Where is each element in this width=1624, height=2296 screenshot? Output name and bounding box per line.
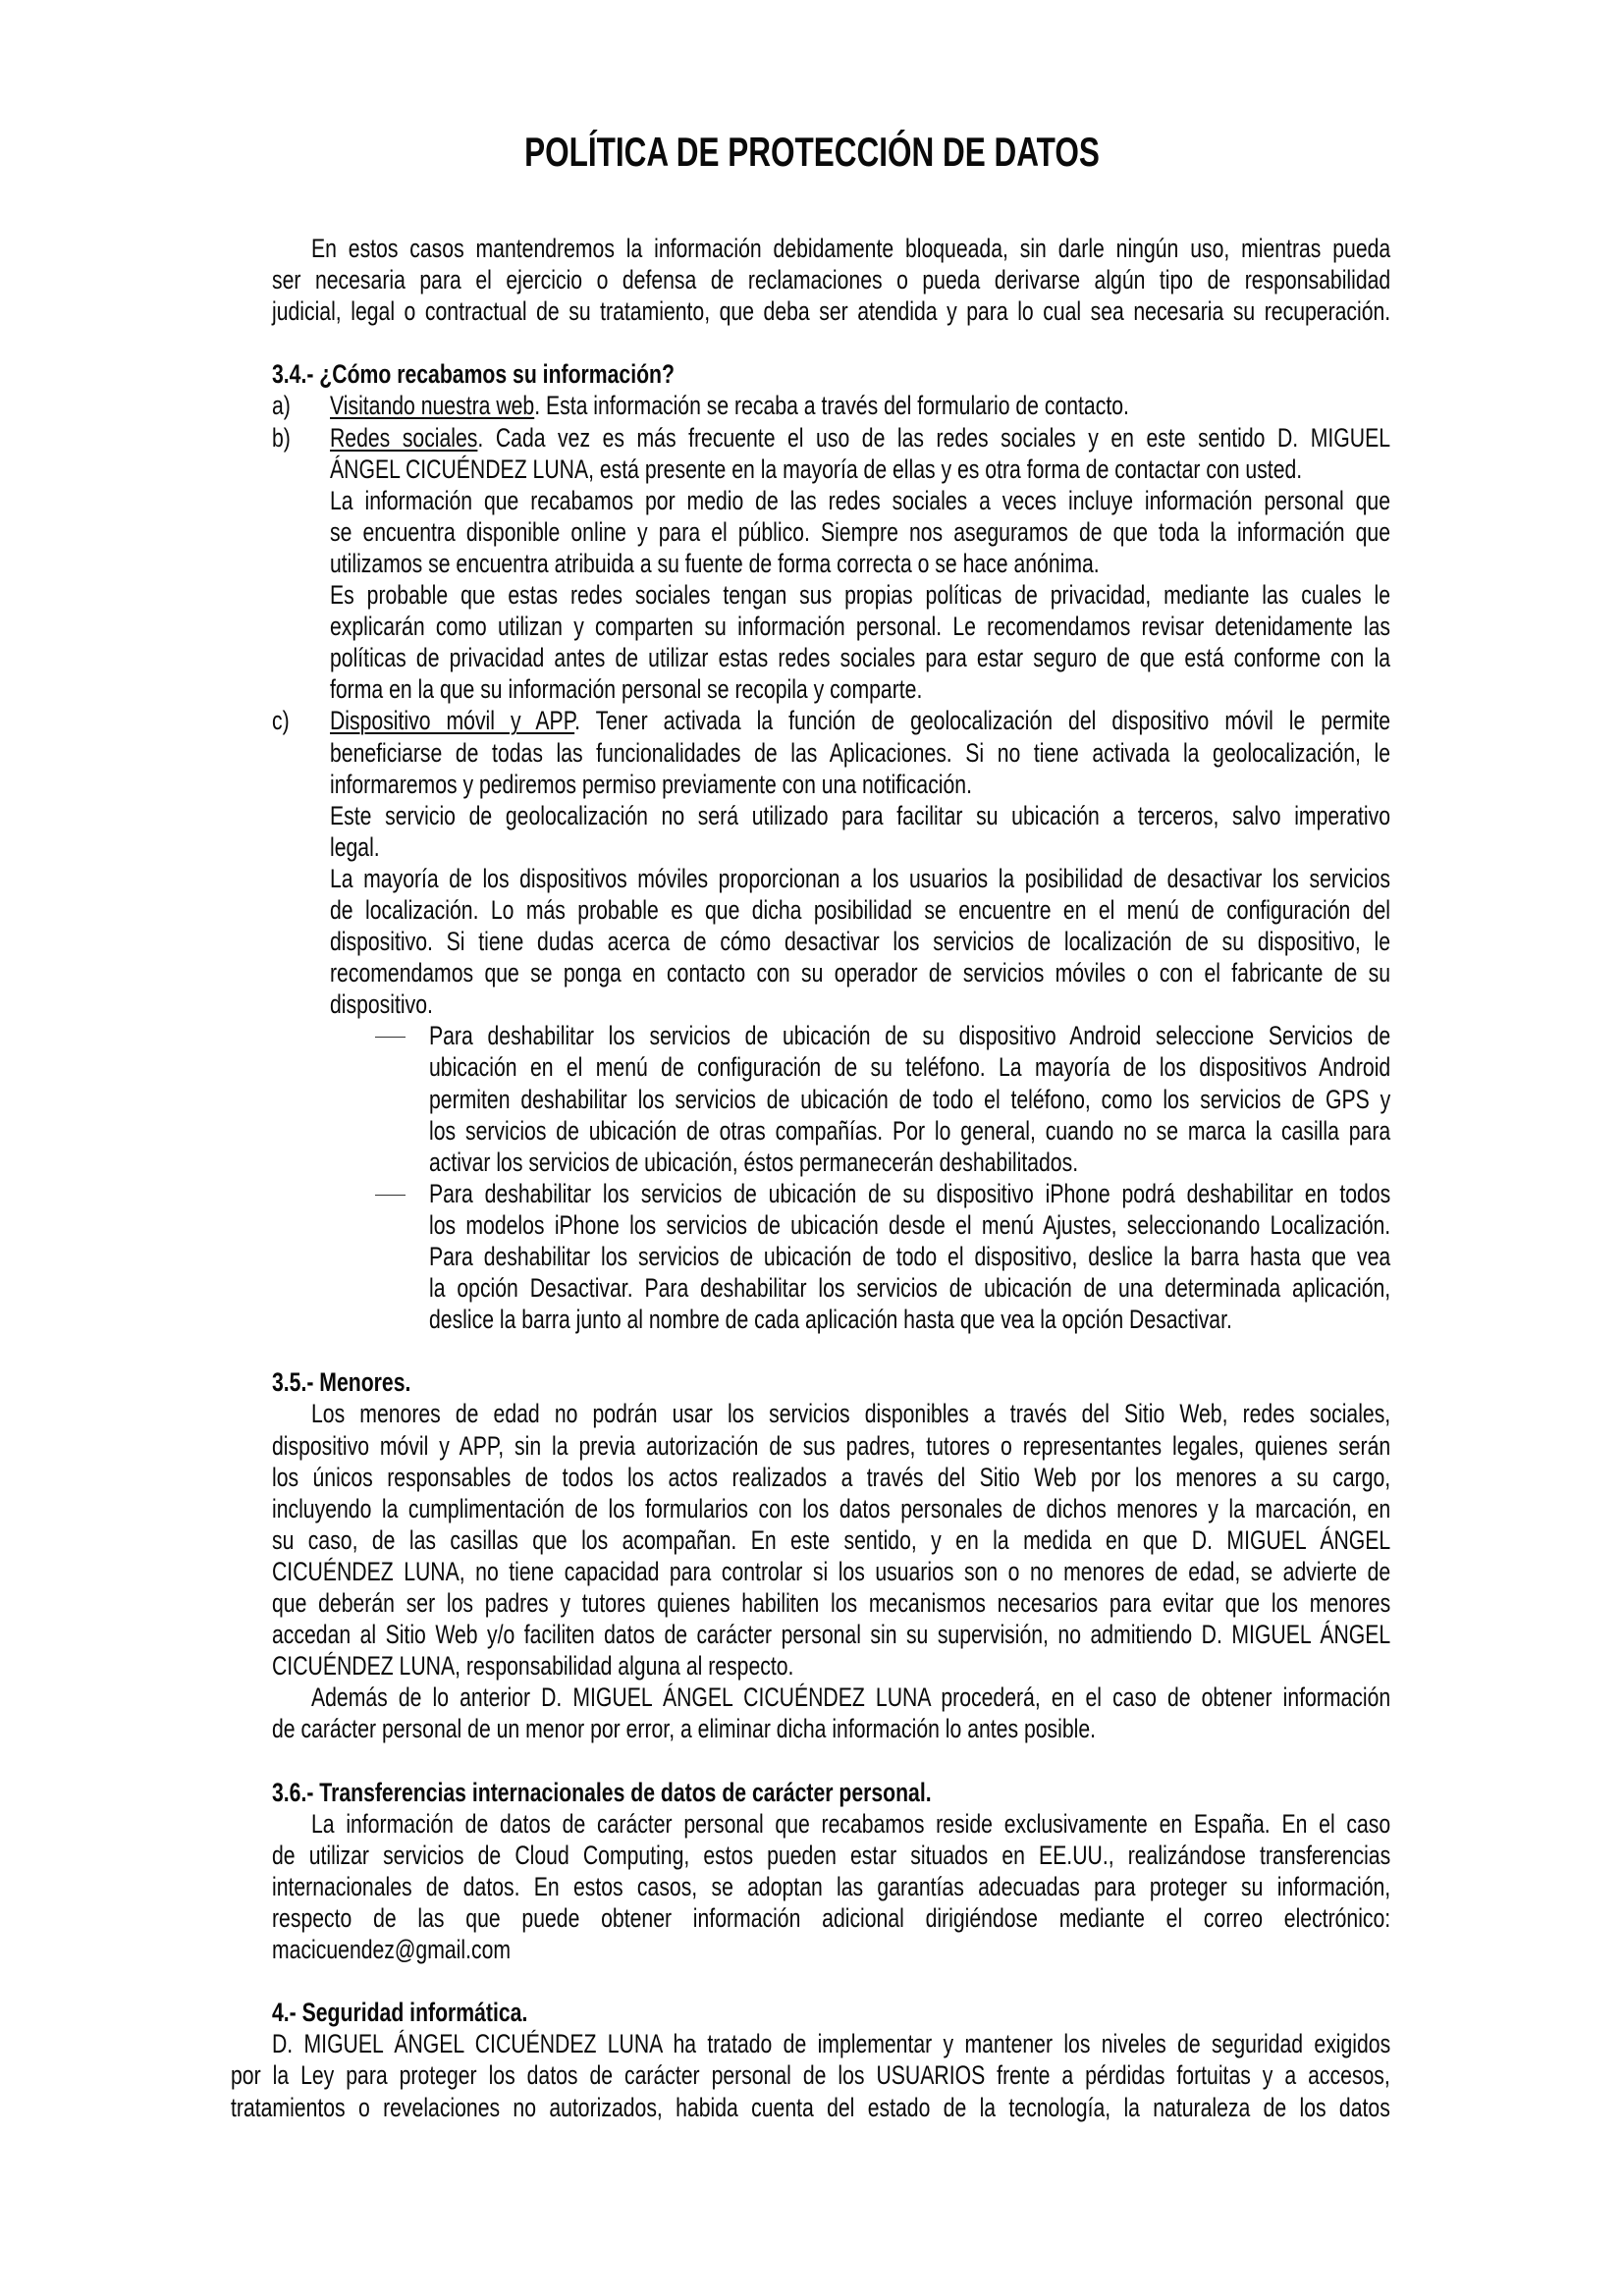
document-body bbox=[0, 233, 1624, 2123]
bullet-row bbox=[0, 1209, 1624, 1241]
list-item-row bbox=[0, 863, 1624, 894]
list-item-line: de localización. Lo más probable es que dicha posibilidad se encuentre en el menú de configuración del bbox=[330, 894, 1390, 925]
intro-line: En estos casos mantendremos la información debidamente bloqueada, sin darle ningún uso, mientras pueda bbox=[311, 234, 1391, 263]
list-item-row bbox=[0, 988, 1624, 1020]
paragraph-line: los únicos responsables de todos los actos realizados a través del Sitio Web por los menores a su cargo, bbox=[272, 1462, 1391, 1492]
list-item-row bbox=[0, 800, 1624, 831]
paragraph-row bbox=[0, 1430, 1624, 1462]
list-marker: a) bbox=[272, 391, 291, 421]
list-item-row bbox=[0, 831, 1624, 863]
contact-email: macicuendez@gmail.com bbox=[272, 1935, 512, 1965]
bullet-row bbox=[0, 1241, 1624, 1272]
paragraph-row bbox=[0, 1871, 1624, 1902]
paragraph-row bbox=[0, 1840, 1624, 1871]
bullet-row bbox=[0, 1304, 1624, 1335]
paragraph-row bbox=[0, 1934, 1624, 1965]
list-item-line: La mayoría de los dispositivos móviles proporcionan a los usuarios la posibilidad de desactivar los servicios bbox=[330, 863, 1390, 893]
list-item-line: ÁNGEL CICUÉNDEZ LUNA, está presente en la mayoría de ellas y es otra forma de contactar con usted. bbox=[330, 454, 1303, 484]
paragraph-row bbox=[0, 2059, 1624, 2091]
paragraph-line: que deberán ser los padres y tutores quienes habiliten los mecanismos necesarios para evitar que los menores bbox=[272, 1588, 1391, 1619]
bullet-row bbox=[0, 1272, 1624, 1304]
paragraph-row bbox=[0, 1808, 1624, 1840]
paragraph-line: respecto de las que puede obtener información adicional dirigiéndose mediante el correo electrónico: bbox=[272, 1902, 1391, 1933]
paragraph-line: de carácter personal de un menor por error, a eliminar dicha información lo antes posible. bbox=[272, 1714, 1097, 1744]
bullet-line: deslice la barra junto al nombre de cada aplicación hasta que vea la opción Desactivar. bbox=[429, 1305, 1232, 1335]
paragraph-line: tratamientos o revelaciones no autorizados, habida cuenta del estado de la tecnología, la naturaleza de los datos bbox=[231, 2092, 1390, 2122]
intro-row bbox=[0, 264, 1624, 295]
bullet-line: la opción Desactivar. Para deshabilitar los servicios de ubicación de una determinada aplicación, bbox=[429, 1273, 1391, 1304]
paragraph-row bbox=[0, 2092, 1624, 2123]
list-item-b bbox=[0, 422, 1624, 454]
list-item-row bbox=[0, 485, 1624, 516]
dash-bullet-icon bbox=[375, 1195, 406, 1196]
list-item-line: utilizamos se encuentra atribuida a su fuente de forma correcta o se hace anónima. bbox=[330, 548, 1100, 578]
paragraph-line: Además de lo anterior D. MIGUEL ÁNGEL CICUÉNDEZ LUNA procederá, en el caso de obtener información bbox=[311, 1682, 1391, 1713]
spacer bbox=[0, 1745, 1624, 1777]
paragraph-line: por la Ley para proteger los datos de carácter personal de los USUARIOS frente a pérdidas fortuitas y a accesos, bbox=[231, 2060, 1390, 2091]
paragraph-line: La información de datos de carácter personal que recabamos reside exclusivamente en España. En el caso bbox=[311, 1808, 1391, 1839]
paragraph-line: su caso, de las casillas que los acompañan. En este sentido, y en la medida en que D. MIGUEL ÁNGEL bbox=[272, 1524, 1391, 1555]
list-item-row bbox=[0, 579, 1624, 611]
bullet-line: Para deshabilitar los servicios de ubicación de todo el dispositivo, deslice la barra hasta que vea bbox=[429, 1242, 1391, 1271]
list-item-row bbox=[0, 769, 1624, 800]
paragraph-row bbox=[0, 1902, 1624, 1934]
list-item-rest: . Esta información se recaba a través del formulario de contacto. bbox=[534, 391, 1129, 421]
bullet-row bbox=[0, 1051, 1624, 1083]
paragraph-line: D. MIGUEL ÁNGEL CICUÉNDEZ LUNA ha tratado de implementar y mantener los niveles de seguridad exigidos bbox=[272, 2029, 1391, 2059]
list-item-rest: . Tener activada la función de geolocalización del dispositivo móvil le permite bbox=[574, 706, 1390, 736]
bullet-row bbox=[0, 1115, 1624, 1147]
paragraph-line: incluyendo la cumplimentación de los formularios con los datos personales de dichos menores y la marcación, en bbox=[272, 1493, 1391, 1523]
list-item-row bbox=[0, 642, 1624, 673]
bullet-line: Para deshabilitar los servicios de ubicación de su dispositivo iPhone podrá deshabilitar en todos bbox=[429, 1178, 1391, 1208]
paragraph-row bbox=[0, 1650, 1624, 1682]
bullet-item-iphone bbox=[0, 1178, 1624, 1209]
section-heading-3-5: 3.5.- Menores. bbox=[272, 1367, 411, 1398]
paragraph-line: Los menores de edad no podrán usar los servicios disponibles a través del Sitio Web, redes sociales, bbox=[311, 1399, 1391, 1429]
list-item-text bbox=[330, 422, 1390, 454]
list-item-line: dispositivo. bbox=[330, 989, 433, 1020]
list-item-line: Es probable que estas redes sociales tengan sus propias políticas de privacidad, mediante las cuales le bbox=[330, 580, 1390, 611]
list-item-line: se encuentra disponible online y para el público. Siempre nos aseguramos de que toda la información que bbox=[330, 516, 1390, 547]
intro-row bbox=[0, 295, 1624, 327]
paragraph-row bbox=[0, 1587, 1624, 1619]
list-item-line: Este servicio de geolocalización no será utilizado para facilitar su ubicación a terceros, salvo imperativo bbox=[330, 800, 1390, 830]
paragraph-row bbox=[0, 1398, 1624, 1429]
list-item-c bbox=[0, 705, 1624, 736]
list-item-a bbox=[0, 390, 1624, 421]
list-item-line: La información que recabamos por medio de las redes sociales a veces incluye información personal que bbox=[330, 485, 1390, 515]
bullet-line: los servicios de ubicación de otras compañías. Por lo general, cuando no se marca la casilla para bbox=[429, 1115, 1391, 1146]
bullet-line: ubicación en el menú de configuración de su teléfono. La mayoría de los dispositivos Android bbox=[429, 1052, 1391, 1083]
bullet-item-android bbox=[0, 1020, 1624, 1051]
list-item-line: forma en la que su información personal se recopila y comparte. bbox=[330, 674, 923, 705]
list-item-line: políticas de privacidad antes de utilizar estas redes sociales para estar seguro de que está conforme con la bbox=[330, 643, 1390, 673]
paragraph-line: internacionales de datos. En estos casos, se adoptan las garantías adecuadas para proteger su información, bbox=[272, 1871, 1391, 1901]
bullet-row bbox=[0, 1147, 1624, 1178]
spacer bbox=[0, 1965, 1624, 1997]
intro-line: judicial, legal o contractual de su tratamiento, que deba ser atendida y para lo cual sea necesaria su recuperación. bbox=[272, 296, 1391, 327]
list-item-label: Redes sociales bbox=[330, 422, 478, 453]
intro-line: ser necesaria para el ejercicio o defensa de reclamaciones o pueda derivarse algún tipo de responsabilidad bbox=[272, 265, 1391, 295]
paragraph-row bbox=[0, 1524, 1624, 1556]
list-item-row bbox=[0, 548, 1624, 579]
list-item-text bbox=[330, 705, 1390, 736]
paragraph-row bbox=[0, 1619, 1624, 1650]
list-item-line: explicarán como utilizan y comparten su información personal. Le recomendamos revisar detenidamente las bbox=[330, 612, 1390, 642]
list-item-line: recomendamos que se ponga en contacto con su operador de servicios móviles o con el fabricante de su bbox=[330, 958, 1390, 988]
paragraph-line: accedan al Sitio Web y/o faciliten datos de carácter personal sin su supervisión, no admitiendo D. MIGUEL ÁNGEL bbox=[272, 1620, 1391, 1650]
section-heading-row bbox=[0, 1366, 1624, 1398]
list-item-line: beneficiarse de todas las funcionalidades de las Aplicaciones. Si no tiene activada la geolocalización, le bbox=[330, 737, 1390, 768]
paragraph-row bbox=[0, 2028, 1624, 2059]
section-heading-row bbox=[0, 1997, 1624, 2028]
bullet-row bbox=[0, 1084, 1624, 1115]
spacer bbox=[0, 327, 1624, 358]
section-heading-row bbox=[0, 1777, 1624, 1808]
section-heading-row bbox=[0, 358, 1624, 390]
list-marker: b) bbox=[272, 422, 291, 453]
list-item-row bbox=[0, 957, 1624, 988]
bullet-line: los modelos iPhone los servicios de ubicación desde el menú Ajustes, seleccionando Localización. bbox=[429, 1209, 1391, 1240]
list-item-row bbox=[0, 894, 1624, 926]
section-heading-3-6: 3.6.- Transferencias internacionales de datos de carácter personal. bbox=[272, 1777, 932, 1807]
paragraph-line: CICUÉNDEZ LUNA, responsabilidad alguna al respecto. bbox=[272, 1651, 794, 1682]
list-item-row bbox=[0, 516, 1624, 548]
list-item-line: informaremos y pediremos permiso previamente con una notificación. bbox=[330, 769, 972, 799]
paragraph-row bbox=[0, 1713, 1624, 1744]
list-item-row bbox=[0, 673, 1624, 705]
list-item-line: dispositivo. Si tiene dudas acerca de cómo desactivar los servicios de localización de su dispositivo, le bbox=[330, 927, 1390, 957]
bullet-line: permiten deshabilitar los servicios de ubicación de todo el teléfono, como los servicios de GPS y bbox=[429, 1084, 1391, 1114]
paragraph-row bbox=[0, 1493, 1624, 1524]
spacer bbox=[0, 1335, 1624, 1366]
list-marker: c) bbox=[272, 706, 290, 736]
list-item-row bbox=[0, 454, 1624, 485]
list-item-row bbox=[0, 737, 1624, 769]
paragraph-row bbox=[0, 1682, 1624, 1713]
paragraph-row bbox=[0, 1462, 1624, 1493]
dash-bullet-icon bbox=[375, 1037, 406, 1038]
intro-row bbox=[0, 233, 1624, 264]
paragraph-line: de utilizar servicios de Cloud Computing, estos pueden estar situados en EE.UU., realizándose transferencias bbox=[272, 1840, 1391, 1870]
list-item-text bbox=[330, 390, 1390, 421]
paragraph-row bbox=[0, 1556, 1624, 1587]
bullet-line: activar los servicios de ubicación, éstos permanecerán deshabilitados. bbox=[429, 1147, 1079, 1177]
list-item-label: Visitando nuestra web bbox=[330, 391, 535, 421]
bullet-line: Para deshabilitar los servicios de ubicación de su dispositivo Android seleccione Servicios de bbox=[429, 1021, 1391, 1051]
list-item-label: Dispositivo móvil y APP bbox=[330, 706, 575, 736]
list-item-row bbox=[0, 926, 1624, 957]
page-title: POLÍTICA DE PROTECCIÓN DE DATOS bbox=[524, 129, 1100, 176]
list-item-rest: . Cada vez es más frecuente el uso de las redes sociales y en este sentido D. MIGUEL bbox=[477, 422, 1391, 453]
section-heading-4: 4.- Seguridad informática. bbox=[272, 1998, 528, 2028]
paragraph-line: dispositivo móvil y APP, sin la previa autorización de sus padres, tutores o representantes legales, quienes serán bbox=[272, 1430, 1391, 1461]
paragraph-line: CICUÉNDEZ LUNA, no tiene capacidad para controlar si los usuarios son o no menores de edad, se advierte de bbox=[272, 1556, 1391, 1586]
section-heading-3-4: 3.4.- ¿Cómo recabamos su información? bbox=[272, 359, 675, 390]
list-item-line: legal. bbox=[330, 831, 380, 862]
list-item-row bbox=[0, 611, 1624, 642]
